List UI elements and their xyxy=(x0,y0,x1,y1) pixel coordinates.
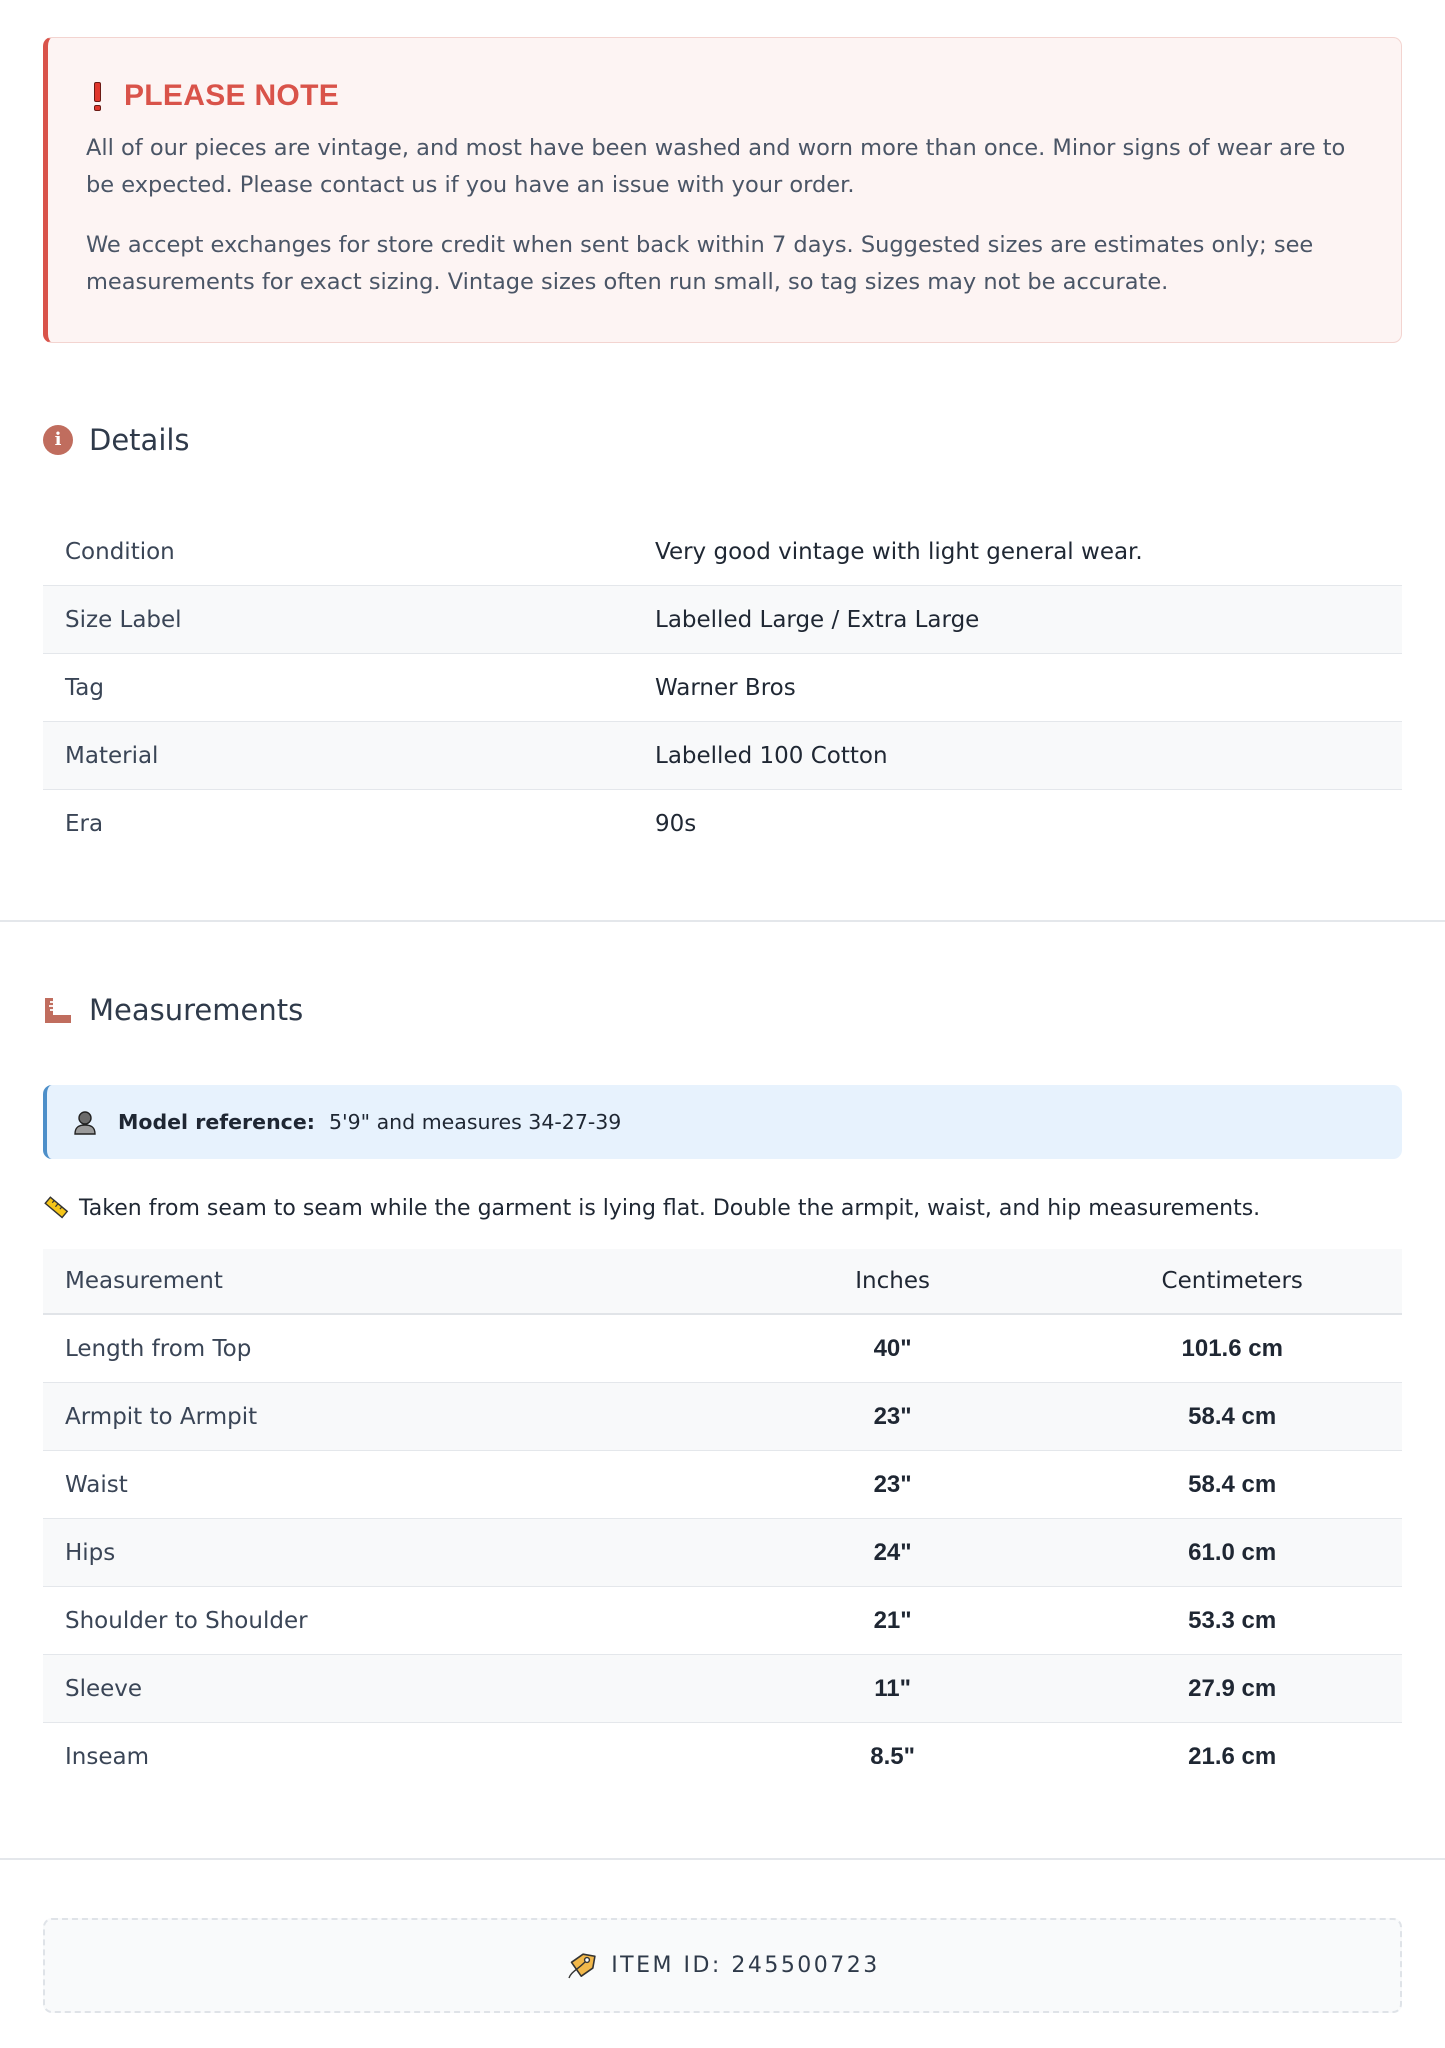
section-divider xyxy=(0,1858,1445,1860)
details-value: Labelled Large / Extra Large xyxy=(655,606,980,633)
table-row xyxy=(43,1315,1402,1383)
tag-icon xyxy=(565,1950,597,1982)
model-reference-callout xyxy=(43,1085,1402,1159)
measurement-name: Sleeve xyxy=(65,1675,143,1702)
measurement-cm: 27.9 cm xyxy=(1188,1674,1277,1702)
measurements-table-header xyxy=(43,1249,1402,1315)
measurement-inches: 23" xyxy=(873,1470,912,1498)
pencil-icon xyxy=(43,1194,71,1222)
measurement-name: Inseam xyxy=(65,1744,149,1770)
details-row xyxy=(43,722,1402,790)
notice-header xyxy=(86,76,1361,116)
notice-paragraph-wear: All of our pieces are vintage, and most have been washed and worn more than once. Minor signs of wear are to be expected. Please contact us if you have an issue with your order. xyxy=(86,135,1346,198)
table-row xyxy=(43,1723,1402,1791)
measurement-note xyxy=(43,1188,1402,1228)
measurement-name: Length from Top xyxy=(65,1335,252,1362)
notice-paragraph-exchanges: We accept exchanges for store credit when sent back within 7 days. Suggested sizes are estimates only; see measurements for exact sizing. Vintage sizes often run small, so tag sizes may not be accurate. xyxy=(86,232,1314,295)
measurement-cm: 101.6 cm xyxy=(1181,1334,1283,1362)
column-header-inches: Inches xyxy=(855,1268,930,1294)
measurement-cm: 58.4 cm xyxy=(1188,1470,1277,1498)
details-label: Size Label xyxy=(65,606,182,633)
measurement-cm: 58.4 cm xyxy=(1188,1402,1277,1430)
details-value: Labelled 100 Cotton xyxy=(655,742,888,769)
details-row xyxy=(43,586,1402,654)
measurements-title: Measurements xyxy=(89,993,304,1027)
details-value: Warner Bros xyxy=(655,674,796,701)
measurement-inches: 40" xyxy=(873,1334,912,1362)
measurement-cm: 53.3 cm xyxy=(1188,1606,1277,1634)
details-value: 90s xyxy=(655,811,697,837)
table-row xyxy=(43,1655,1402,1723)
measurement-cm: 61.0 cm xyxy=(1188,1538,1277,1566)
measurement-note-text: Taken from seam to seam while the garment is lying flat. Double the armpit, waist, and hip measurements. xyxy=(79,1195,1261,1221)
details-label: Condition xyxy=(65,538,175,565)
details-row xyxy=(43,654,1402,722)
details-title: Details xyxy=(89,423,190,457)
measurement-inches: 11" xyxy=(874,1674,911,1702)
table-row xyxy=(43,1519,1402,1587)
details-heading xyxy=(43,418,1402,462)
measurement-inches: 8.5" xyxy=(870,1743,915,1770)
details-label: Tag xyxy=(65,674,104,701)
details-table xyxy=(43,518,1402,858)
measurement-inches: 23" xyxy=(873,1402,912,1430)
model-reference-value: 5'9" and measures 34-27-39 xyxy=(328,1110,622,1134)
model-reference-label: Model reference: xyxy=(118,1110,315,1134)
details-row xyxy=(43,790,1402,858)
section-divider xyxy=(0,920,1445,922)
measurement-name: Waist xyxy=(65,1471,128,1498)
person-icon xyxy=(72,1109,98,1135)
table-row xyxy=(43,1451,1402,1519)
details-label: Era xyxy=(65,811,104,837)
measurement-inches: 24" xyxy=(873,1538,912,1566)
exclamation-icon xyxy=(90,82,104,111)
measurements-table xyxy=(43,1249,1402,1791)
table-row xyxy=(43,1587,1402,1655)
please-note-notice xyxy=(43,37,1402,343)
measurement-inches: 21" xyxy=(873,1606,912,1634)
column-header-measurement: Measurement xyxy=(65,1268,223,1294)
item-id: ITEM ID: 245500723 xyxy=(611,1953,880,1978)
measurements-heading xyxy=(43,988,1402,1032)
table-row xyxy=(43,1383,1402,1451)
ruler-icon xyxy=(43,995,73,1025)
notice-title: PLEASE NOTE xyxy=(124,79,339,112)
details-label: Material xyxy=(65,742,159,769)
details-row xyxy=(43,518,1402,586)
column-header-centimeters: Centimeters xyxy=(1161,1268,1303,1294)
item-id-box xyxy=(43,1918,1402,2013)
measurement-name: Shoulder to Shoulder xyxy=(65,1607,308,1634)
measurement-name: Hips xyxy=(65,1539,116,1566)
measurement-name: Armpit to Armpit xyxy=(65,1403,258,1430)
details-value: Very good vintage with light general wear. xyxy=(655,538,1143,565)
info-icon: i xyxy=(43,425,73,455)
measurement-cm: 21.6 cm xyxy=(1188,1743,1277,1770)
